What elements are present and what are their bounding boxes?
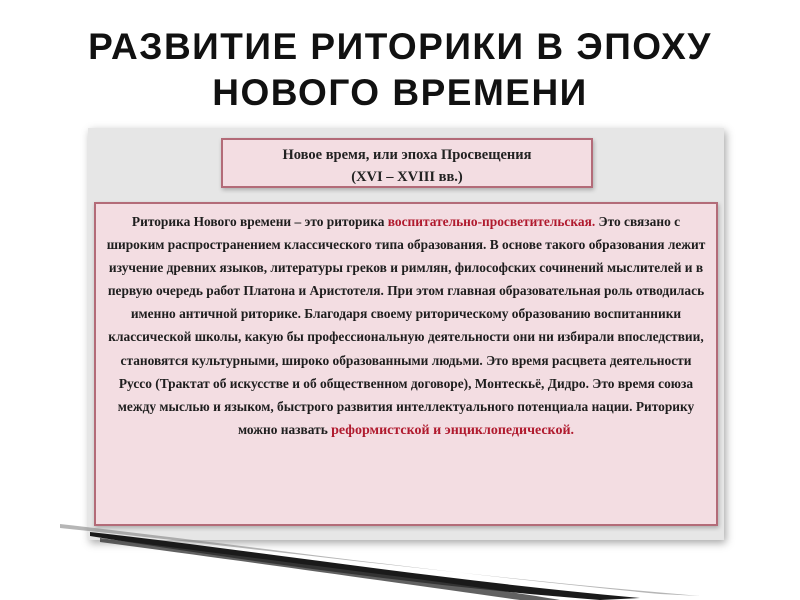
era-dates: (XVI – XVIII вв.) (351, 169, 463, 185)
decorative-swoosh (0, 520, 800, 600)
era-box (221, 138, 593, 188)
description-intro: Риторика Нового времени – это риторика (131, 214, 388, 229)
slide-title (0, 24, 800, 116)
highlight-educational: воспитательно-просветительская. (387, 214, 596, 229)
description-body: Это связано с широким распространением классического типа образования. В основе такого образования лежит изучение древних языков, литературы греков и римлян, философских сочинений мыслителей и в первую очередь работ Платона и Аристотеля. При этом главная образовательная роль отводилась именно античной риторике. Благодаря своему риторическому образованию воспитанники классической школы, какую бы профессиональную деятельности они ни избирали впоследствии, становятся культурными, широко образованными людьми. Это время расцвета деятельности Руссо (Трактат об искусстве и об общественном договоре), Монтескьё, Дидро. Это время союза между мыслью и языком, быстрого развития интеллектуального потенциала нации. Риторику можно назвать (106, 214, 706, 437)
slide-title-line-2: НОВОГО ВРЕМЕНИ (212, 72, 588, 113)
slide-title-line-1: РАЗВИТИЕ РИТОРИКИ В ЭПОХУ (88, 26, 712, 67)
highlight-reformist: реформистской и энциклопедической. (331, 422, 575, 438)
description-box (94, 202, 718, 526)
era-title: Новое время, или эпоха Просвещения (282, 147, 532, 163)
content-panel (88, 128, 724, 540)
